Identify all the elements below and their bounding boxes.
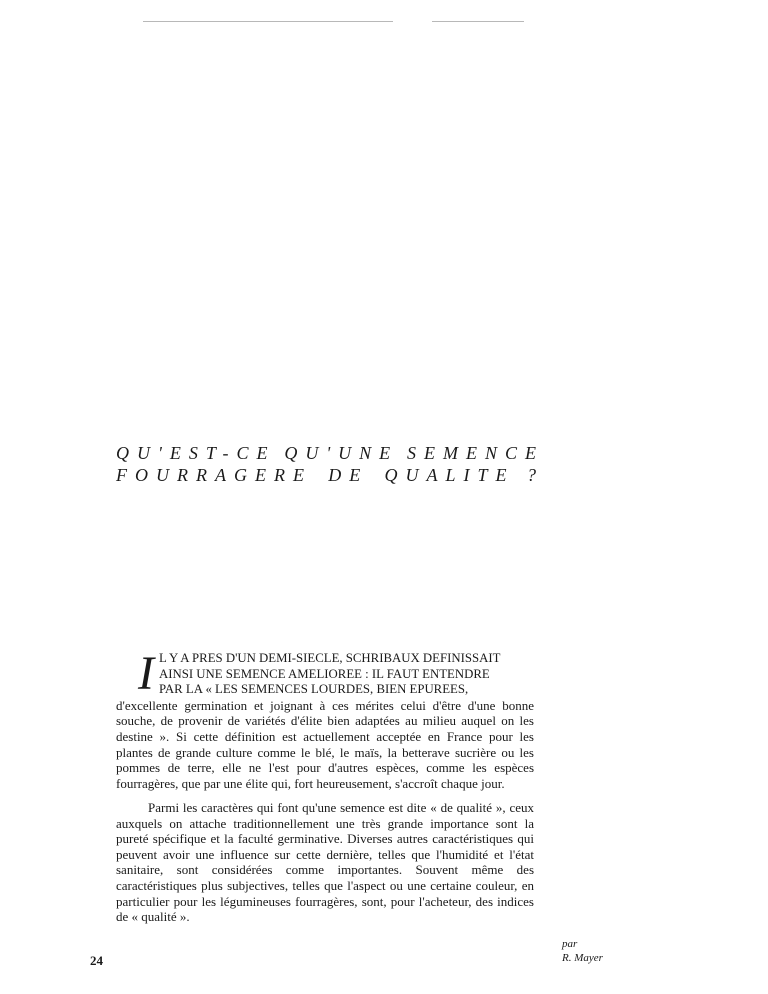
top-rule bbox=[143, 21, 393, 22]
title-word: SEMENCE bbox=[407, 443, 544, 463]
title-line-1 bbox=[116, 442, 544, 464]
intro-caps-line: PAR LA « LES SEMENCES LOURDES, BIEN EPUREES, bbox=[158, 682, 469, 697]
page-number: 24 bbox=[90, 953, 103, 968]
byline-par: par bbox=[562, 938, 578, 950]
article-title bbox=[116, 442, 544, 486]
title-word: DE bbox=[328, 465, 369, 485]
byline-author: R. Mayer bbox=[562, 952, 603, 964]
intro-caps-line: L Y A PRES D'UN DEMI-SIECLE, SCHRIBAUX DEFINISSAIT bbox=[158, 651, 501, 665]
intro-paragraph bbox=[116, 647, 534, 791]
title-line-2 bbox=[116, 464, 544, 486]
title-word: QUALITE ? bbox=[384, 465, 544, 485]
intro-body: d'excellente germination et joignant à ces mérites celui d'être d'une bonne souche, de provenir de variétés d'élite bien adaptées au milieu auquel on les destine ». Si cette définition est actuellement acceptée en France pour les plantes de grande culture comme le blé, le maïs, la betterave sucrière ou les pommes de terre, elle ne l'est pour d'autres espèces, comme les espèces fourragères, que par une élite qui, fort heureusement, s'accroît chaque jour. bbox=[116, 697, 534, 791]
title-word: FOURRAGERE bbox=[116, 465, 312, 485]
byline bbox=[562, 937, 603, 965]
intro-caps-line: AINSI UNE SEMENCE AMELIOREE : IL FAUT ENTENDRE bbox=[158, 666, 490, 681]
title-word: QU'EST-CE bbox=[116, 443, 276, 463]
drop-cap: I bbox=[138, 647, 154, 700]
body-paragraph: Parmi les caractères qui font qu'une semence est dite « de qualité », ceux auxquels on attache traditionnellement une très grande importance sont la pureté spécifique et la faculté germinative. Diverses autres caractéristiques qui peuvent avoir une influence sur cette dernière, telles que l'humidité et l'état sanitaire, sont considérées comme importantes. Souvent même des caractéristiques plus subjectives, telles que l'aspect ou une certaine couleur, en particulier pour les légumineuses fourragères, sont, pour l'acheteur, des indices de « qualité ». bbox=[116, 800, 534, 925]
top-rule bbox=[432, 21, 524, 22]
title-word: QU'UNE bbox=[284, 443, 399, 463]
